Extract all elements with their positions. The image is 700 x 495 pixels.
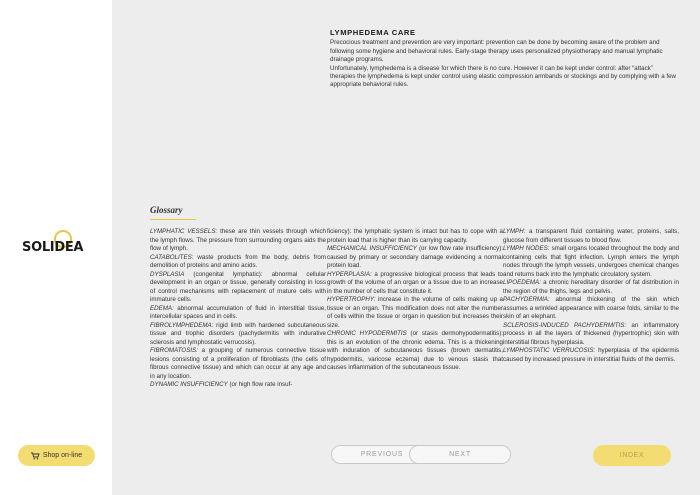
glossary-entry xyxy=(150,347,326,381)
glossary-entry xyxy=(503,279,679,296)
glossary-definition: these are thin vessels through which the lymph flows. The pressure from surrounding organs aids the flow of lymph. xyxy=(150,228,326,252)
glossary-definition: an inflammatory process in all the layers of thickened (hypertrophic) skin with interstitial fibrous hyperplasia. xyxy=(503,321,679,346)
glossary-term: FIBROLYMPHEDEMA: xyxy=(150,321,214,329)
glossary-term: LIPOEDEMA: xyxy=(503,279,541,286)
glossary-definition: (or stasis dermohypodermatitis): this is an evolution of the chronic edema. This is a thickening with induration of subcutaneous tissues (brown dermatitis, hypodermitis, varicose eczema) due to venous stasis that causes inflammation of the subcutaneous tissue. xyxy=(327,330,503,371)
glossary-entry xyxy=(503,228,679,245)
glossary-term: LYMPH NODES: xyxy=(503,245,550,252)
glossary-definition: a transparent fluid containing water, proteins, salts, glucose from different tissues to blood flow. xyxy=(503,228,679,244)
shop-online-button[interactable] xyxy=(18,445,95,466)
glossary-term: LYMPHOSTATIC VERRUCOSIS: xyxy=(503,347,596,354)
glossary-entry xyxy=(327,330,503,373)
cart-icon xyxy=(31,452,40,460)
intro-section xyxy=(330,29,678,90)
glossary-column-1 xyxy=(150,228,326,390)
glossary-entry xyxy=(327,271,503,297)
glossary-entry xyxy=(150,254,326,271)
glossary-definition: small organs located throughout the body and containing cells that fight infection. Lymph enters the lymph nodes through the lymph vessels, undergoes chemical changes and returns back into the lymphatic circulatory system. xyxy=(503,245,679,278)
glossary-entry xyxy=(327,296,503,330)
previous-button[interactable]: PREVIOUS xyxy=(331,445,433,464)
glossary-term: LYMPHATIC VESSELS: xyxy=(150,228,218,235)
glossary-entry xyxy=(327,228,503,245)
glossary-entry xyxy=(503,245,679,279)
glossary-term: MECHANICAL INSUFFICIENCY xyxy=(327,245,417,252)
glossary-entry xyxy=(150,322,326,348)
glossary-definition: abnormal accumulation of fluid in interstitial tissue, intercellular spaces and in cells. xyxy=(150,304,326,320)
next-button[interactable]: NEXT xyxy=(409,445,511,464)
glossary-entry xyxy=(150,381,326,390)
glossary-term: HYPERTROPHY: xyxy=(327,296,376,303)
glossary-entry xyxy=(503,347,679,364)
glossary-definition: waste products from the body, debris from demolition of proteins and amino acids. xyxy=(150,253,326,269)
glossary-term: PACHYDERMIA: xyxy=(503,296,550,303)
shop-online-label: Shop on-line xyxy=(42,452,83,459)
intro-title: LYMPHEDEMA CARE xyxy=(330,28,416,37)
glossary-column-3 xyxy=(503,228,679,364)
glossary-definition: a progressive biological process that leads to growth of the volume of an organ or a tissue due to an increase in the number of cells that constitute it. xyxy=(327,270,503,295)
glossary-term: HYPERPLASIA: xyxy=(327,270,372,278)
glossary-entry xyxy=(150,305,326,322)
glossary-term: CATABOLITES: xyxy=(150,253,194,261)
glossary-entry xyxy=(503,322,679,348)
glossary-entry xyxy=(150,228,326,254)
glossary-term: LYMPH: xyxy=(503,228,526,235)
logo-text: SOLIDEA xyxy=(22,240,84,255)
glossary-definition: (or low flow rate insufficiency): caused by primary or secondary damage evidencing a normal protein load. xyxy=(327,245,503,269)
glossary-definition: a chronic hereditary disorder of fat distribution in the region of the thighs, legs and pelvis. xyxy=(503,279,679,295)
glossary-term: EDEMA: xyxy=(150,304,174,312)
glossary-definition: hyperplasia of the epidermis caused by increased pressure in interstitial fluids of the dermis. xyxy=(503,347,679,363)
glossary-term: FIBROMATOSIS: xyxy=(150,347,198,354)
glossary-definition: rigid limb with hardened subcutaneous tissue and trophic disorders (pachydermitis with indurative sclerosis and lymphostatic verrucosis). xyxy=(150,321,326,346)
glossary-term: SCLEROSIS-INDUCED PACHYDERMITIS: xyxy=(503,321,627,329)
glossary-term: DYSPLASIA xyxy=(150,270,185,278)
solidea-logo[interactable] xyxy=(22,232,94,262)
glossary-definition: (congenital lymphatic): abnormal cellular development in an organ or tissue, generally consisting in loss of control mechanisms with replacement of mature cells with immature cells. xyxy=(150,270,326,303)
intro-paragraph: Precocious treatment and prevention are very important: prevention can be done by becoming aware of the problem and following some hygiene and behavioral rules. Early-stage therapy uses personalized physiotherapy and manual lymphatic drainage programs. xyxy=(330,39,663,64)
glossary-definition: a grouping of numerous connective tissue lesions consisting of a proliferation of fibroblasts (the cells of fibrous connective tissue) and which can occur at any age and in any location. xyxy=(150,347,326,380)
glossary-term: CHRONIC HYPODERMITIS xyxy=(327,330,407,337)
glossary-entry xyxy=(150,271,326,305)
glossary-title: Glossary xyxy=(150,205,183,215)
index-button[interactable]: INDEX xyxy=(593,445,671,466)
glossary-column-2 xyxy=(327,228,503,373)
glossary-definition: increase in the volume of cells making up a tissue or an organ. This modification does not alter the number of cells within the tissue or organ in question but increases their size. xyxy=(327,296,503,329)
glossary-definition: (or high flow rate insuf- xyxy=(229,381,293,388)
glossary-entry xyxy=(503,296,679,322)
glossary-entry xyxy=(327,245,503,271)
glossary-underline xyxy=(150,219,196,220)
sidebar xyxy=(0,0,112,495)
glossary-definition: abnormal thickening of the skin which assumes a wrinkled appearance with coarse folds, similar to the skin of an elephant. xyxy=(503,296,679,320)
intro-paragraph: Unfortunately, lymphedema is a disease for which there is no cure. However it can be kept under control: after “attack” therapies the lymphedema is kept under control using elastic compression armbands or stockings and by complying with a few appropriate behavioral rules. xyxy=(330,64,676,89)
glossary-definition: ficiency): the lymphatic system is intact but has to cope with a protein load that is higher than its carrying capacity. xyxy=(327,228,503,244)
glossary-term: DYNAMIC INSUFFICIENCY xyxy=(150,381,228,388)
